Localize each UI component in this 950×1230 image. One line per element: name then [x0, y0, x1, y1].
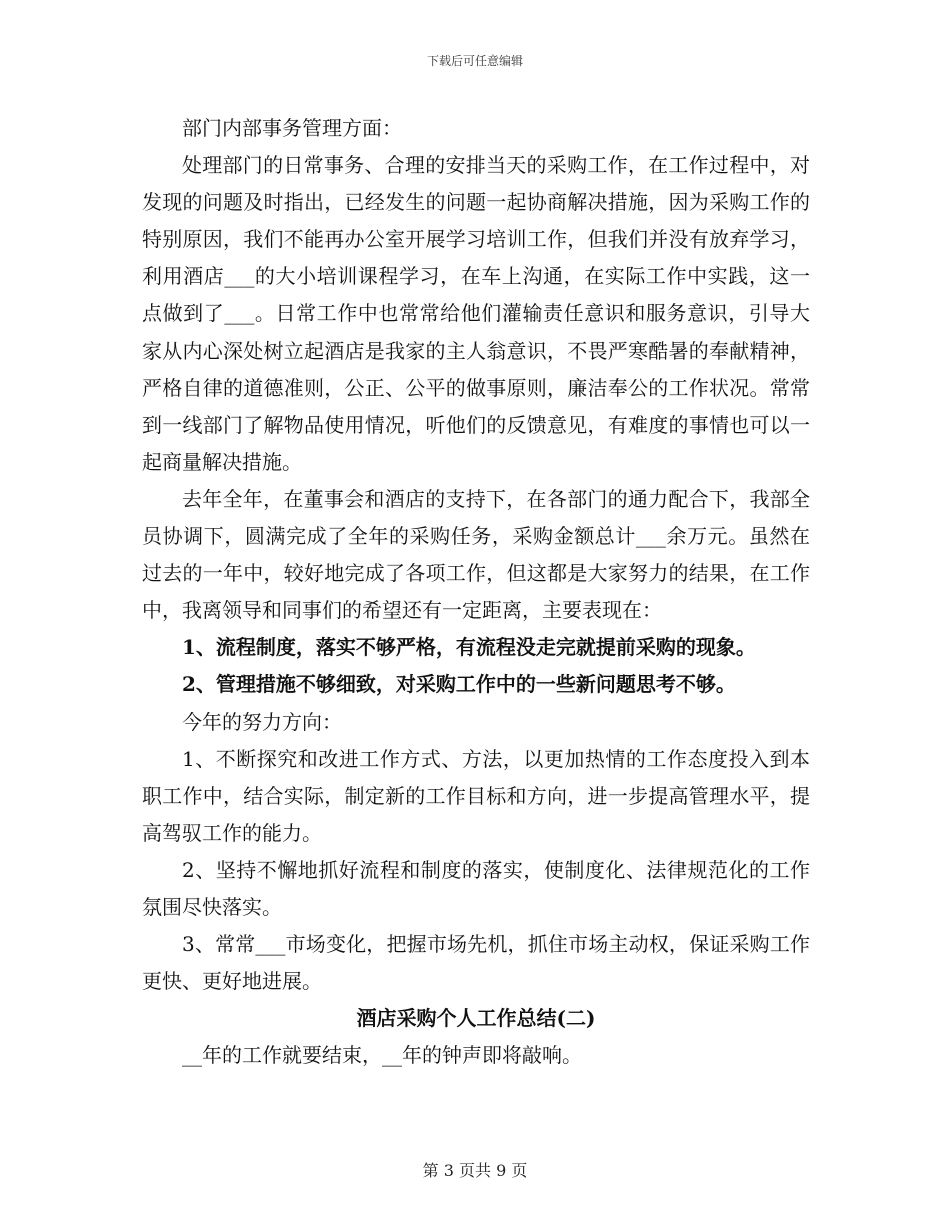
- list-item: 1、不断探究和改进工作方式、方法，以更加热情的工作态度投入到本职工作中，结合实际，制定新的工作目标和方向，进一步提高管理水平，提高驾驭工作的能力。: [142, 746, 810, 845]
- body-paragraph: __年的工作就要结束，__年的钟声即将敲响。: [182, 1043, 582, 1068]
- body-paragraph: 去年全年，在董事会和酒店的支持下，在各部门的通力配合下，我部全员协调下，圆满完成了全年的采购任务，采购金额总计___余万元。虽然在过去的一年中，较好地完成了各项工作，但这都是大家努力的结果，在工作中，我离领导和同事们的希望还有一定距离，主要表现在：: [142, 486, 810, 623]
- issue-item: 2、管理措施不够细致，对采购工作中的一些新问题思考不够。: [182, 672, 736, 697]
- section-intro-paragraph: 今年的努力方向：: [182, 709, 342, 734]
- list-item: 3、常常___市场变化，把握市场先机，抓住市场主动权，保证采购工作更快、更好地进展。: [142, 932, 810, 994]
- page-number: 第 3 页共 9 页: [422, 1161, 528, 1180]
- list-item: 2、坚持不懈地抓好流程和制度的落实，使制度化、法律规范化的工作氛围尽快落实。: [142, 857, 810, 919]
- section-intro-paragraph: 部门内部事务管理方面：: [182, 116, 402, 140]
- section-title: 酒店采购个人工作总结(二): [356, 1006, 596, 1031]
- issue-item: 1、流程制度，落实不够严格，有流程没走完就提前采购的现象。: [182, 635, 756, 660]
- document-body: [142, 110, 810, 1074]
- body-paragraph: 处理部门的日常事务、合理的安排当天的采购工作，在工作过程中，对发现的问题及时指出，已经发生的问题一起协商解决措施，因为采购工作的特别原因，我们不能再办公室开展学习培训工作，但我们并没有放弃学习，利用酒店___的大小培训课程学习，在车上沟通，在实际工作中实践，这一点做到了___。日常工作中也常常给他们灌输责任意识和服务意识，引导大家从内心深处树立起酒店是我家的主人翁意识，不畏严寒酷暑的奉献精神，严格自律的道德准则，公正、公平的做事原则，廉洁奉公的工作状况。常常到一线部门了解物品使用情况，听他们的反馈意见，有难度的事情也可以一起商量解决措施。: [142, 153, 810, 474]
- page-header: 下载后可任意编辑: [426, 54, 523, 68]
